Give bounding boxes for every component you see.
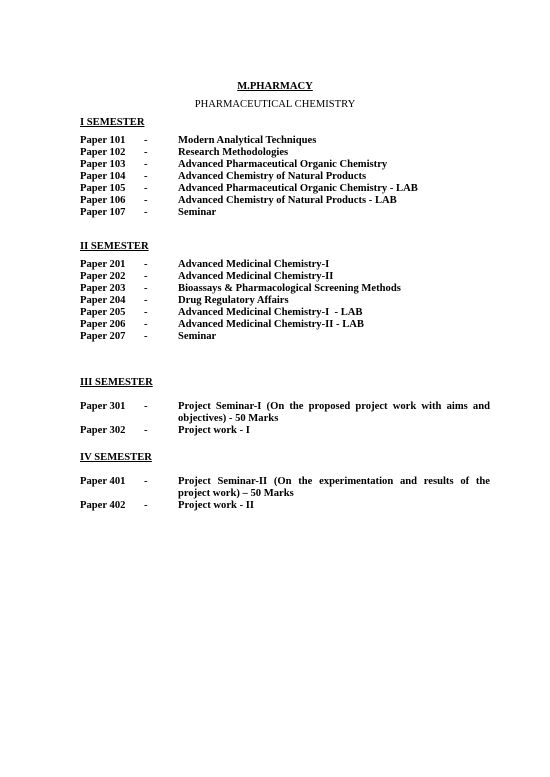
paper-row: [80, 500, 490, 512]
paper-row: [80, 183, 490, 195]
paper-row: [80, 319, 490, 331]
separator-dash: -: [144, 295, 148, 306]
paper-code: Paper 201: [80, 259, 126, 270]
paper-row: [80, 159, 490, 171]
semester-1-section: [80, 117, 490, 219]
semester-3-section: [80, 377, 490, 437]
paper-row: [80, 401, 490, 425]
paper-code: Paper 104: [80, 171, 126, 182]
paper-row: [80, 195, 490, 207]
paper-title: Advanced Chemistry of Natural Products: [178, 171, 367, 182]
separator-dash: -: [144, 183, 148, 194]
degree-title: M.PHARMACY: [237, 81, 313, 92]
paper-title: Advanced Medicinal Chemistry-II: [178, 271, 334, 282]
separator-dash: -: [144, 500, 148, 511]
semester-heading: III SEMESTER: [80, 377, 153, 388]
semester-2-section: [80, 241, 490, 343]
paper-code: Paper 107: [80, 207, 126, 218]
paper-row: [80, 295, 490, 307]
paper-title: Advanced Medicinal Chemistry-II - LAB: [178, 319, 364, 330]
paper-title: Modern Analytical Techniques: [178, 135, 317, 146]
paper-code: Paper 402: [80, 500, 126, 511]
semester-heading: IV SEMESTER: [80, 452, 152, 463]
separator-dash: -: [144, 283, 148, 294]
paper-title: Advanced Pharmaceutical Organic Chemistry: [178, 159, 388, 170]
paper-code: Paper 401: [80, 476, 126, 487]
paper-row: [80, 171, 490, 183]
separator-dash: -: [144, 171, 148, 182]
separator-dash: -: [144, 307, 148, 318]
semester-heading: II SEMESTER: [80, 241, 149, 252]
separator-dash: -: [144, 271, 148, 282]
paper-row: [80, 425, 490, 437]
paper-code: Paper 302: [80, 425, 126, 436]
paper-title: Advanced Pharmaceutical Organic Chemistry - LAB: [178, 183, 418, 194]
paper-row: [80, 331, 490, 343]
paper-row: [80, 135, 490, 147]
paper-row: [80, 307, 490, 319]
paper-row: [80, 271, 490, 283]
separator-dash: -: [144, 331, 148, 342]
paper-title: Project Seminar-I (On the proposed project work with aims and objectives) - 50 Marks: [178, 401, 490, 424]
paper-code: Paper 206: [80, 319, 126, 330]
paper-code: Paper 101: [80, 135, 126, 146]
paper-code: Paper 103: [80, 159, 126, 170]
separator-dash: -: [144, 135, 148, 146]
separator-dash: -: [144, 259, 148, 270]
paper-row: [80, 207, 490, 219]
separator-dash: -: [144, 319, 148, 330]
paper-row: [80, 283, 490, 295]
paper-code: Paper 204: [80, 295, 126, 306]
paper-row: [80, 476, 490, 500]
paper-code: Paper 301: [80, 401, 126, 412]
paper-title: Seminar: [178, 331, 217, 342]
paper-row: [80, 147, 490, 159]
paper-title: Project work - II: [178, 500, 254, 511]
paper-title: Drug Regulatory Affairs: [178, 295, 289, 306]
separator-dash: -: [144, 476, 148, 487]
paper-code: Paper 105: [80, 183, 126, 194]
paper-row: [80, 259, 490, 271]
paper-code: Paper 102: [80, 147, 126, 158]
paper-code: Paper 207: [80, 331, 126, 342]
paper-code: Paper 205: [80, 307, 126, 318]
separator-dash: -: [144, 207, 148, 218]
semester-4-section: [80, 452, 490, 512]
separator-dash: -: [144, 401, 148, 412]
paper-title: Advanced Chemistry of Natural Products - LAB: [178, 195, 397, 206]
paper-title: Advanced Medicinal Chemistry-I - LAB: [178, 307, 363, 318]
paper-title: Project Seminar-II (On the experimentation and results of the project work) – 50 Marks: [178, 476, 490, 499]
separator-dash: -: [144, 425, 148, 436]
paper-title: Advanced Medicinal Chemistry-I: [178, 259, 330, 270]
paper-code: Paper 203: [80, 283, 126, 294]
paper-code: Paper 106: [80, 195, 126, 206]
separator-dash: -: [144, 147, 148, 158]
separator-dash: -: [144, 195, 148, 206]
paper-title: Project work - I: [178, 425, 250, 436]
paper-code: Paper 202: [80, 271, 126, 282]
department-title: PHARMACEUTICAL CHEMISTRY: [194, 99, 356, 110]
paper-title: Research Methodologies: [178, 147, 289, 158]
semester-heading: I SEMESTER: [80, 117, 145, 128]
separator-dash: -: [144, 159, 148, 170]
paper-title: Bioassays & Pharmacological Screening Methods: [178, 283, 401, 294]
paper-title: Seminar: [178, 207, 217, 218]
